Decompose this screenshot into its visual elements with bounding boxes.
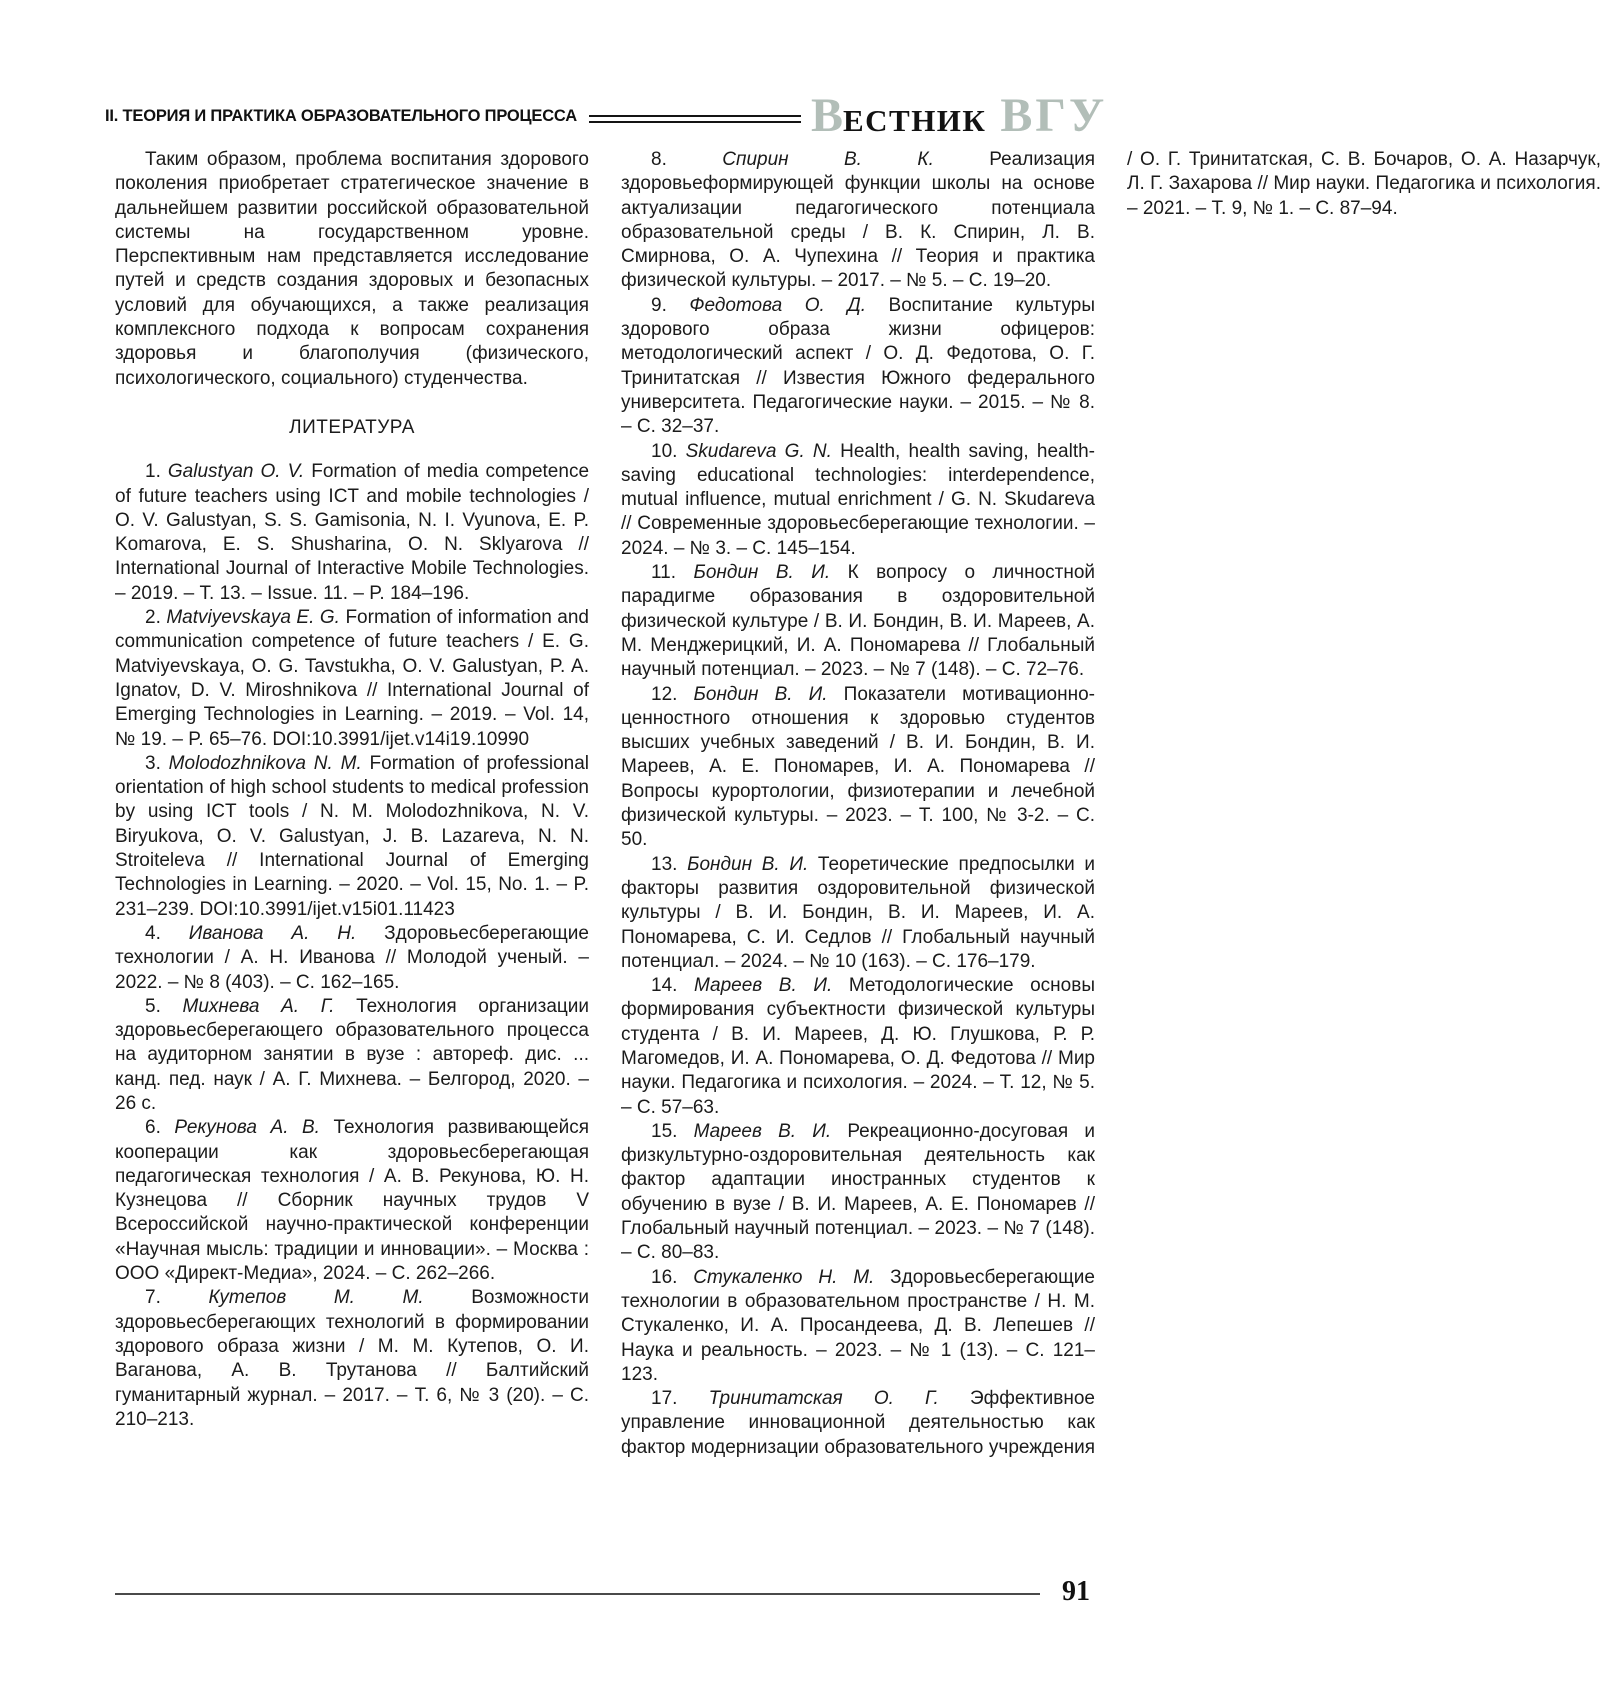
reference-author: Михнева А. Г.: [182, 995, 357, 1017]
reference-number: 8.: [651, 149, 723, 170]
reference-text: Здоровьесберегающие технологии в образовательном пространстве / Н. М. Стукаленко, И. А. Просандеева, Д. В. Лепешев // Наука и реальность. – 2023. – № 1 (13). – С. 121–123.: [621, 1266, 1095, 1385]
reference-item: [621, 294, 1095, 440]
reference-item: [115, 922, 589, 995]
reference-text: Formation of professional orientation of high school students to medical profession by using ICT tools / N. M. Molodozhnikova, N. V. Biryukova, O. V. Galustyan, J. B. Lazareva, N. N. Stroiteleva // International Journal of Emerging Technologies in Learning. – 2020. – Vol. 15, No. 1. – P. 231–239. DOI:10.3991/ijet.v15i01.11423: [115, 752, 590, 920]
literature-heading: ЛИТЕРАТУРА: [289, 416, 415, 438]
reference-number: 11.: [651, 562, 694, 584]
reference-text: Formation of media competence of future teachers using ICT and mobile technologies / O. V. Galustyan, S. S. Gamisonia, N. I. Vyunova, E. P. Komarova, E. S. Shusharina, O. N. Sklyarova // International Journal of Interactive Mobile Technologies. – 2019. – Т. 13. – Issue. 11. – P. 184–196.: [115, 461, 590, 604]
reference-author: Molodozhnikova N. M.: [168, 752, 370, 774]
article-body: [115, 148, 1601, 1470]
reference-item: [621, 148, 1095, 294]
header-double-rule: [589, 115, 801, 123]
reference-author: Бондин В. И.: [687, 853, 818, 875]
reference-author: Galustyan O. V.: [167, 461, 312, 483]
section-title: II. ТЕОРИЯ И ПРАКТИКА ОБРАЗОВАТЕЛЬНОГО ПРОЦЕССА: [105, 106, 577, 125]
reference-text: Воспитание культуры здорового образа жизни офицеров: методологический аспект / О. Д. Федотова, О. Г. Тринитатская // Известия Южного федерального университета. Педагогические науки. – 2015. – № 8. – С. 32–37.: [621, 294, 1096, 438]
reference-item: [115, 1116, 589, 1286]
reference-text: Реализация здоровьеформирующей функции школы на основе актуализации педагогического потенциала образовательной среды / В. К. Спирин, Л. В. Смирнова, О. А. Чупехина // Теория и практика физической культуры. – 2017. – № 5. – С. 19–20.: [621, 149, 1095, 292]
reference-author: Бондин В. И.: [693, 683, 844, 705]
page-header: [105, 89, 1108, 142]
reference-number: 9.: [651, 294, 690, 316]
reference-author: Тринитатская О. Г.: [708, 1388, 970, 1410]
reference-item: [621, 683, 1095, 853]
reference-number: 4.: [145, 922, 189, 944]
reference-text: Показатели мотивационно-ценностного отношения к здоровью студентов высших учебных заведений / В. И. Бондин, В. И. Мареев, А. Е. Пономарев, И. А. Пономарева // Вопросы курортологии, физиотерапии и лечебной физической культуры. – 2023. – Т. 100, № 3-2. – С. 50.: [621, 683, 1095, 851]
reference-text: Formation of information and communication competence of future teachers / E. G. Matviyevskaya, O. G. Tavstukha, O. V. Galustyan, P. A. Ignatov, D. V. Miroshnikova // International Journal of Emerging Technologies in Learning. – 2019. – Vol. 14, № 19. – P. 65–76. DOI:10.3991/ijet.v14i19.10990: [115, 607, 589, 750]
reference-number: 2.: [145, 607, 167, 629]
reference-item: [115, 460, 589, 606]
reference-item: [621, 1120, 1095, 1266]
reference-text: Возможности здоровьесберегающих технологий в формировании здорового образа жизни / М. М. Кутепов, О. И. Ваганова, А. В. Трутанова // Балтийский гуманитарный журнал. – 2017. – Т. 6, № 3 (20). – С. 210–213.: [115, 1287, 589, 1430]
reference-text: К вопросу о личностной парадигме образования в оздоровительной физической культуре / В. И. Бондин, В. И. Мареев, А. М. Менджерицкий, И. А. Пономарева // Глобальный научный потенциал. – 2023. – № 7 (148). – С. 72–76.: [621, 562, 1096, 681]
reference-author: Matviyevskaya E. G.: [166, 607, 346, 629]
reference-author: Бондин В. И.: [693, 562, 848, 584]
page-footer: [115, 1578, 1090, 1606]
reference-author: Мареев В. И.: [694, 975, 849, 997]
reference-number: 7.: [145, 1287, 209, 1309]
reference-item: [621, 853, 1095, 974]
reference-author: Спирин В. К.: [722, 149, 990, 170]
reference-number: 3.: [145, 752, 169, 774]
reference-text: Методологические основы формирования субъектности физической культуры студента / В. И. Мареев, Д. Ю. Глушкова, Р. Р. Магомедов, И. А. Пономарева, О. Д. Федотова // Мир науки. Педагогика и психология. – 2024. – Т. 12, № 5. – С. 57–63.: [621, 975, 1095, 1118]
reference-text: Эффективное управление инновационной деятельностью как фактор модернизации образовательного учреждения / О. Г. Тринитатская, С. В. Бочаров, О. А. Назарчук, Л. Г. Захарова // Мир науки. Педагогика и психология. – 2021. – Т. 9, № 1. – С. 87–94.: [621, 149, 1601, 1458]
journal-logo-initial: В: [810, 89, 843, 142]
reference-author: Рекунова А. В.: [174, 1117, 334, 1139]
page-number: 91: [1062, 1576, 1090, 1607]
intro-paragraph: Таким образом, проблема воспитания здорового поколения приобретает стратегическое значение в дальнейшем развитии российской образовательной системы на государственном уровне. Перспективным нам представляется исследование путей и средств создания здоровых и безопасных условий для обучающихся, а также реализация комплексного подхода к вопросам сохранения здоровья и благополучия (физического, психологического, социального) студенчества.: [115, 149, 589, 389]
reference-number: 12.: [651, 683, 694, 705]
reference-author: Стукаленко Н. М.: [693, 1266, 891, 1288]
reference-author: Иванова А. Н.: [188, 922, 385, 944]
reference-number: 6.: [145, 1117, 175, 1139]
reference-item: [621, 440, 1095, 561]
reference-item: [115, 606, 589, 752]
reference-item: [115, 995, 589, 1116]
reference-number: 14.: [651, 975, 694, 997]
reference-number: 15.: [651, 1120, 694, 1142]
reference-text: Теоретические предпосылки и факторы развития оздоровительной физической культуры / В. И. Бондин, В. И. Мареев, И. А. Пономарева, С. И. Седлов // Глобальный научный потенциал. – 2024. – № 10 (163). – С. 176–179.: [621, 853, 1095, 972]
reference-text: Рекреационно-досуговая и физкультурно-оздоровительная деятельность как фактор адаптации иностранных студентов к обучению в вузе / В. И. Мареев, А. Е. Пономарев // Глобальный научный потенциал. – 2023. – № 7 (148). – С. 80–83.: [621, 1120, 1095, 1264]
reference-text: Технология развивающейся кооперации как здоровьесберегающая педагогическая технология / А. В. Рекунова, Ю. Н. Кузнецова // Сборник научных трудов V Всероссийской научно-практической конференции «Научная мысль: традиции и инновации». – Москва : ООО «Директ-Медиа», 2024. – С. 262–266.: [115, 1117, 590, 1285]
reference-number: 16.: [651, 1266, 694, 1288]
reference-number: 5.: [145, 995, 183, 1017]
reference-author: Skudareva G. N.: [685, 440, 841, 462]
reference-number: 13.: [651, 853, 688, 875]
reference-text: Технология организации здоровьесберегающего образовательного процесса на аудиторном занятии в вузе : автореф. дис. ... канд. пед. наук / А. Г. Михнева. – Белгород, 2020. – 26 с.: [115, 995, 589, 1114]
reference-item: [115, 752, 589, 922]
reference-number: 1.: [145, 461, 168, 483]
journal-logo: [810, 89, 1108, 142]
reference-item: [115, 1286, 589, 1432]
reference-number: 17.: [651, 1388, 709, 1410]
journal-logo-name: ЕСТНИК: [842, 103, 987, 138]
reference-item: [621, 561, 1095, 682]
reference-item: [621, 1266, 1095, 1387]
reference-author: Мареев В. И.: [693, 1120, 848, 1142]
reference-author: Федотова О. Д.: [689, 294, 889, 316]
reference-text: Health, health saving, health-saving educational technologies: interdependence, mutual influence, mutual enrichment / G. N. Skudareva // Современные здоровьесберегающие технологии. – 2024. – № 3. – С. 145–154.: [621, 440, 1095, 559]
reference-author: Кутепов М. М.: [208, 1287, 472, 1309]
reference-item: [621, 974, 1095, 1120]
reference-number: 10.: [651, 440, 686, 462]
journal-logo-abbr: ВГУ: [1000, 89, 1108, 142]
reference-text: Здоровьесберегающие технологии / А. Н. Иванова // Молодой ученый. – 2022. – № 8 (403). – С. 162–165.: [115, 922, 589, 993]
footer-rule: [115, 1593, 1040, 1595]
